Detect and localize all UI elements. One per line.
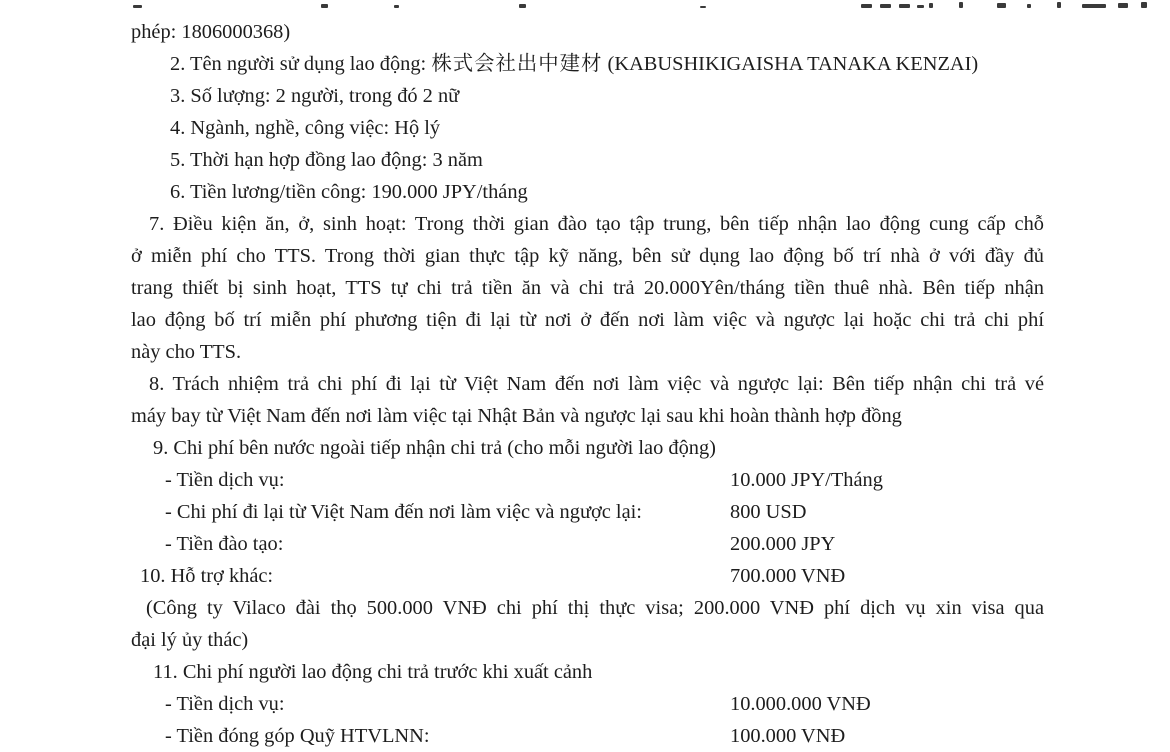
fee-row-service-fee-jpy	[131, 464, 1044, 496]
fee-row-fund-contribution	[131, 720, 1044, 752]
contract-item-11-heading: 11. Chi phí người lao động chi trả trước khi xuất cảnh	[153, 661, 593, 683]
contract-item-3-quantity: 3. Số lượng: 2 người, trong đó 2 nữ	[170, 85, 460, 107]
fee-row-travel-cost	[131, 496, 1044, 528]
text-fragment	[1027, 4, 1031, 8]
text-fragment	[1141, 2, 1147, 8]
fee-label: 10. Hỗ trợ khác:	[140, 565, 274, 587]
fee-label: - Tiền đào tạo:	[165, 533, 284, 555]
fee-label: - Chi phí đi lại từ Việt Nam đến nơi làm việc và ngược lại:	[165, 501, 642, 523]
text-fragment	[1057, 2, 1061, 8]
fee-label: - Tiền dịch vụ:	[165, 469, 285, 491]
fee-row-service-fee-vnd	[131, 688, 1044, 720]
text-fragment	[880, 4, 891, 8]
fee-value: 700.000 VNĐ	[730, 565, 846, 587]
item-2-label: 2. Tên người sử dụng lao động:	[170, 53, 432, 75]
fee-label: - Tiền dịch vụ:	[165, 693, 285, 715]
text-fragment	[959, 2, 963, 8]
fee-value: 10.000.000 VNĐ	[730, 693, 871, 715]
contract-item-4-occupation: 4. Ngành, nghề, công việc: Hộ lý	[170, 117, 441, 139]
contract-item-7-line-2: ở miễn phí cho TTS. Trong thời gian thực tập kỹ năng, bên sử dụng lao động bố trí nhà ở với đầy đủ	[131, 245, 1044, 267]
contract-item-7-line-5: này cho TTS.	[131, 341, 242, 363]
fee-value: 200.000 JPY	[730, 533, 836, 555]
fee-value: 100.000 VNĐ	[730, 725, 846, 747]
text-fragment	[700, 6, 706, 8]
text-fragment	[1118, 3, 1128, 8]
text-fragment	[133, 5, 142, 8]
contract-item-8-line-2: máy bay từ Việt Nam đến nơi làm việc tại Nhật Bản và ngược lại sau khi hoàn thành hợp đồng	[131, 405, 902, 427]
license-number-continuation-line: phép: 1806000368)	[131, 21, 291, 43]
text-fragment	[917, 5, 924, 8]
text-fragment	[899, 4, 910, 8]
contract-item-9-heading: 9. Chi phí bên nước ngoài tiếp nhận chi trả (cho mỗi người lao động)	[153, 437, 716, 459]
document-body	[131, 16, 1044, 752]
text-fragment	[321, 4, 328, 8]
text-fragment	[861, 4, 872, 8]
fee-label: - Tiền đóng góp Quỹ HTVLNN:	[165, 725, 430, 747]
fee-value: 10.000 JPY/Tháng	[730, 469, 883, 491]
text-fragment	[519, 4, 526, 8]
fee-value: 800 USD	[730, 501, 807, 523]
vilaco-note-line-1: (Công ty Vilaco đài thọ 500.000 VNĐ chi phí thị thực visa; 200.000 VNĐ phí dịch vụ xin visa qua	[146, 597, 1044, 619]
contract-item-7-line-4: lao động bố trí miễn phí phương tiện đi lại từ nơi ở đến nơi làm việc và ngược lại hoặc chi trả chi phí	[131, 309, 1044, 331]
text-fragment	[997, 3, 1006, 8]
contract-item-7-line-3: trang thiết bị sinh hoạt, TTS tự chi trả tiền ăn và chi trả 20.000Yên/tháng tiền thuê nhà. Bên tiếp nhận	[131, 277, 1044, 299]
vilaco-note-line-2: đại lý ủy thác)	[131, 629, 249, 651]
contract-item-10-other-support	[131, 560, 1044, 592]
fee-row-training-fee	[131, 528, 1044, 560]
text-fragment	[1082, 4, 1106, 8]
contract-item-8-line-1: 8. Trách nhiệm trả chi phí đi lại từ Việt Nam đến nơi làm việc và ngược lại: Bên tiếp nhận chi trả vé	[149, 373, 1044, 395]
employer-name-romanized: (KABUSHIKIGAISHA TANAKA KENZAI)	[602, 53, 979, 75]
contract-item-6-salary: 6. Tiền lương/tiền công: 190.000 JPY/tháng	[170, 181, 528, 203]
employer-name-japanese: 株式会社出中建材	[431, 53, 603, 75]
contract-item-5-duration: 5. Thời hạn hợp đồng lao động: 3 năm	[170, 149, 483, 171]
clipped-top-line	[0, 0, 1170, 10]
text-fragment	[929, 3, 933, 8]
text-fragment	[394, 5, 399, 8]
contract-item-7-line-1: 7. Điều kiện ăn, ở, sinh hoạt: Trong thời gian đào tạo tập trung, bên tiếp nhận lao động cung cấp chỗ	[149, 213, 1044, 235]
contract-item-2-employer	[131, 48, 1044, 80]
